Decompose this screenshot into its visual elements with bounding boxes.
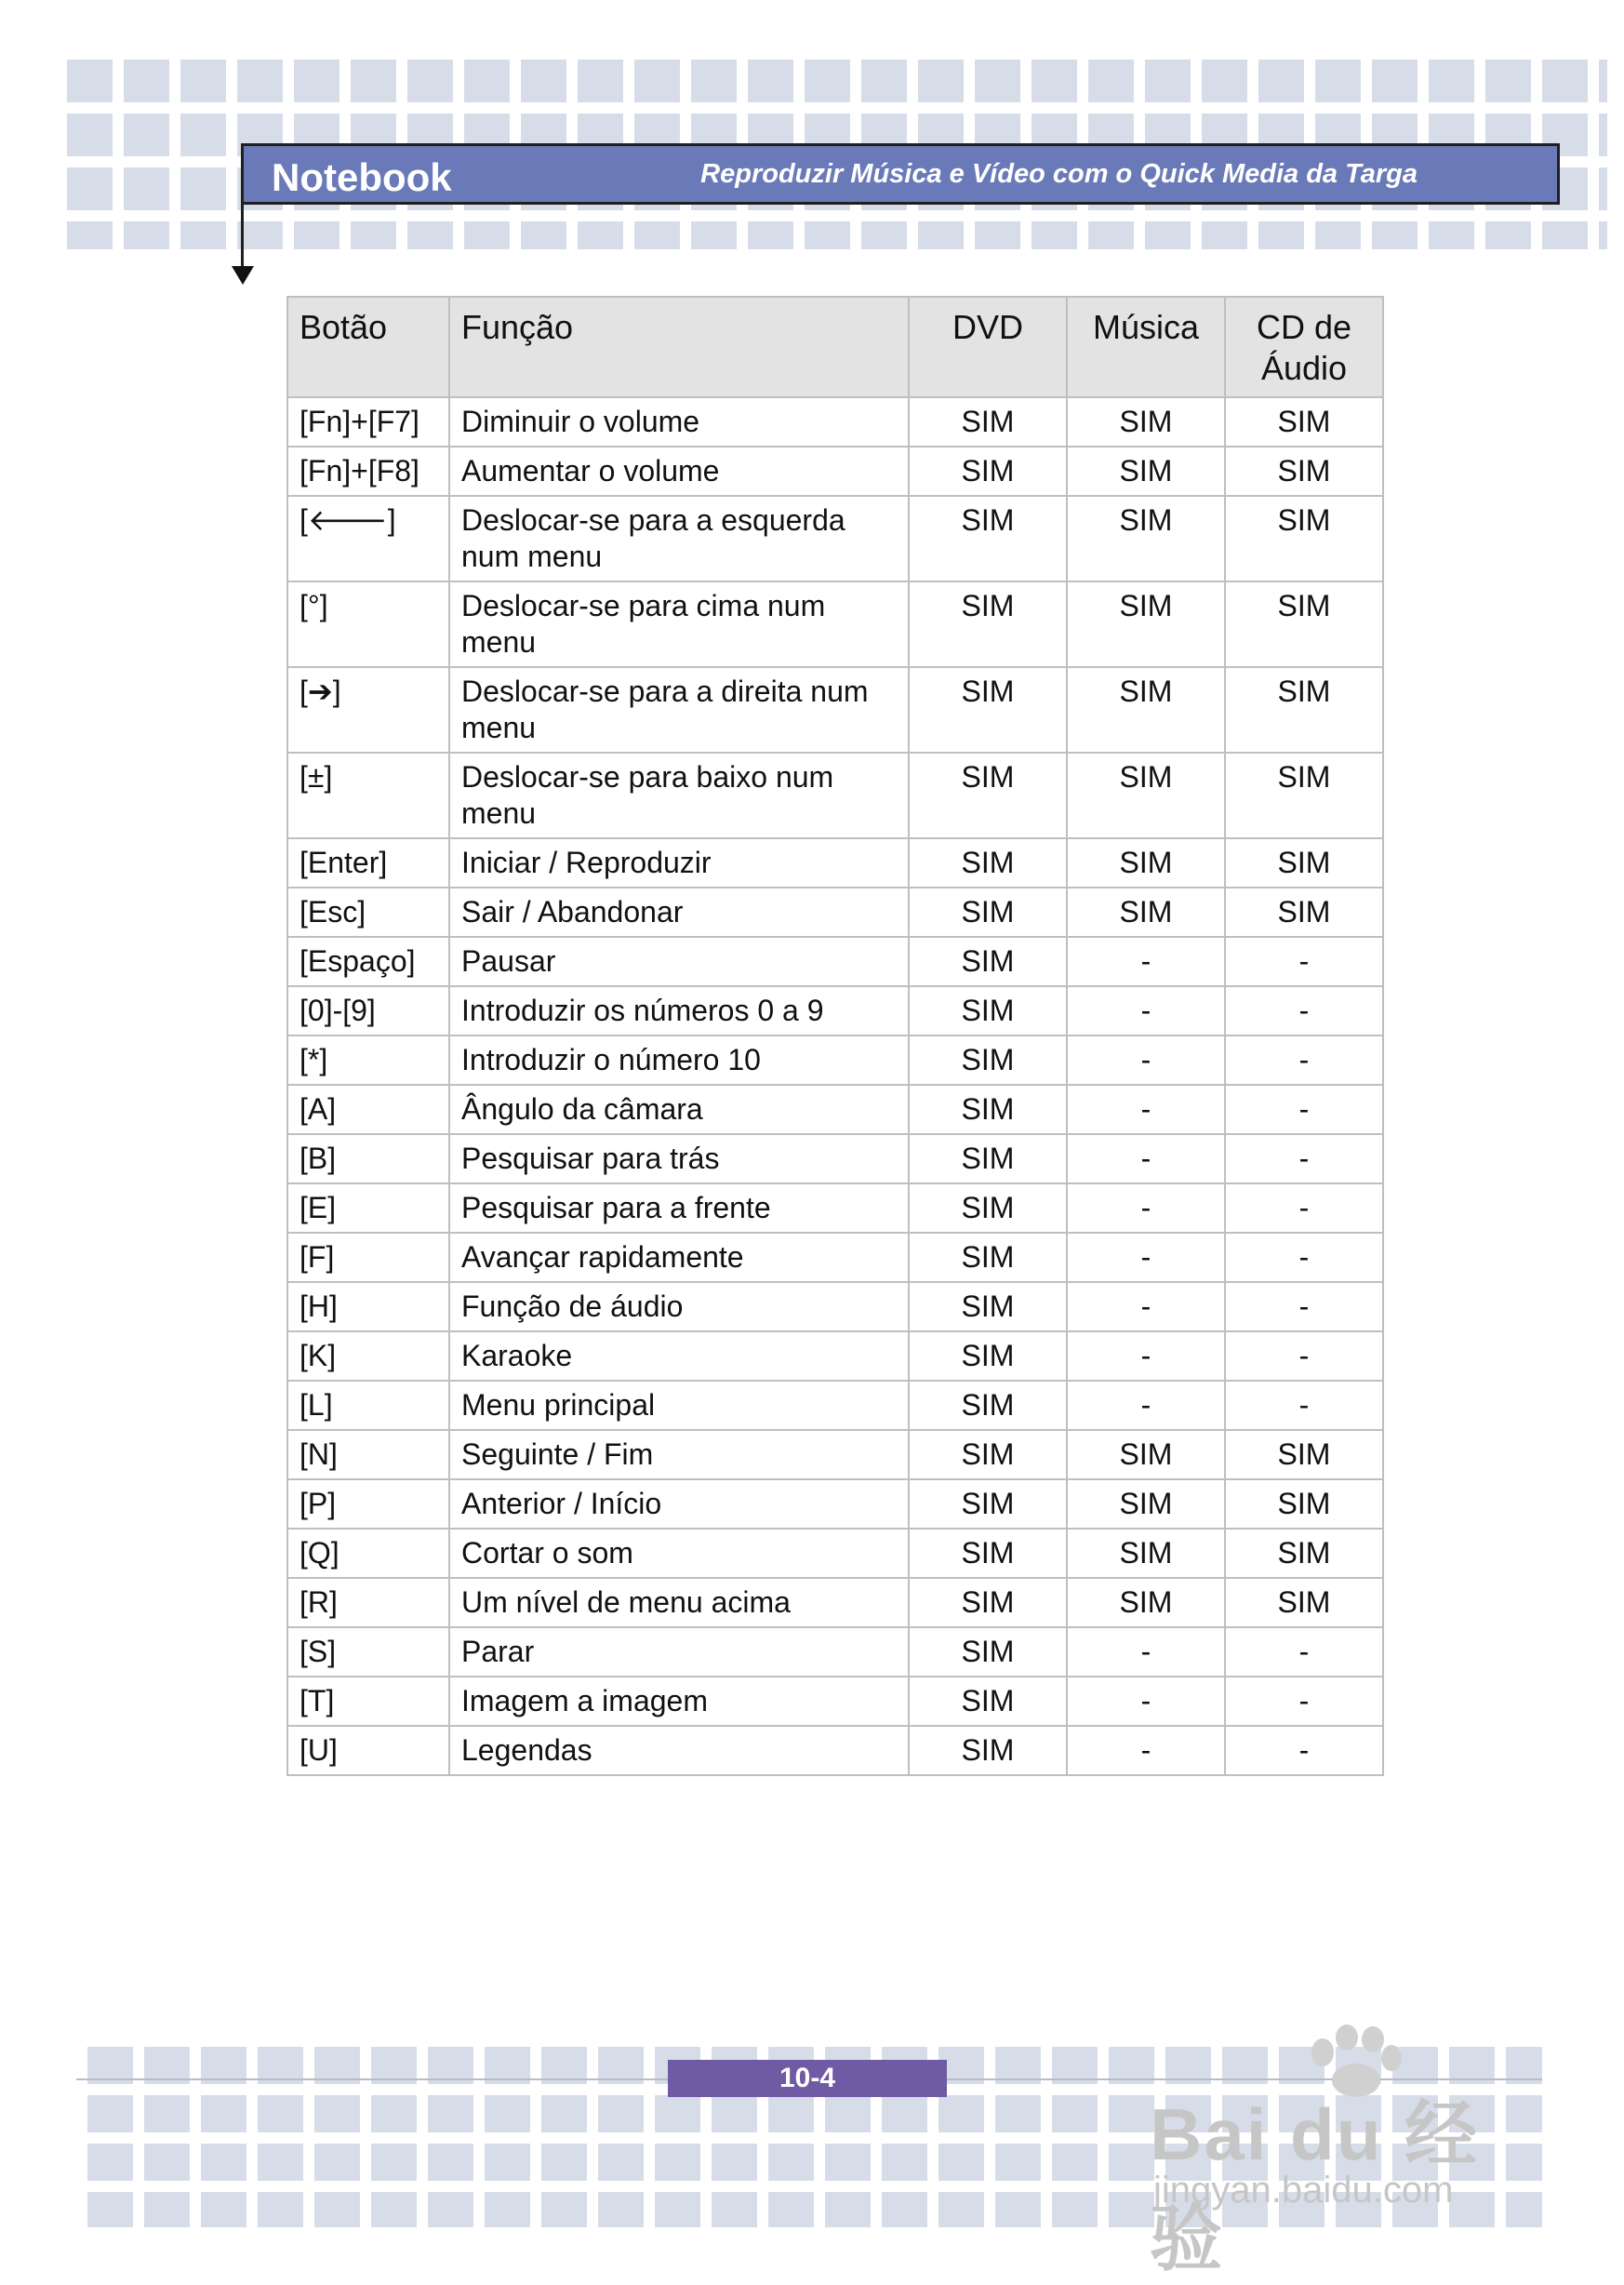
cell-funcao: Karaoke: [449, 1331, 909, 1381]
cell-dvd: SIM: [909, 667, 1067, 753]
cell-musica: -: [1067, 1627, 1225, 1677]
table-row: [287, 1134, 1383, 1183]
cell-funcao: Introduzir os números 0 a 9: [449, 986, 909, 1036]
cell-botao: [E]: [287, 1183, 449, 1233]
cell-botao: [P]: [287, 1479, 449, 1529]
cell-dvd: SIM: [909, 1578, 1067, 1627]
cell-funcao: Menu principal: [449, 1381, 909, 1430]
cell-musica: -: [1067, 1233, 1225, 1282]
table-row: [287, 1479, 1383, 1529]
cell-botao: [B]: [287, 1134, 449, 1183]
header-connector-line: [241, 203, 244, 268]
cell-cd-audio: -: [1225, 1233, 1383, 1282]
column-header-dvd: DVD: [909, 297, 1067, 397]
cell-funcao: Iniciar / Reproduzir: [449, 838, 909, 888]
cell-funcao: Introduzir o número 10: [449, 1036, 909, 1085]
cell-botao: [N]: [287, 1430, 449, 1479]
cell-musica: -: [1067, 1381, 1225, 1430]
cell-musica: SIM: [1067, 753, 1225, 838]
cell-botao: [Esc]: [287, 888, 449, 937]
cell-cd-audio: -: [1225, 1627, 1383, 1677]
cell-cd-audio: SIM: [1225, 447, 1383, 496]
cell-funcao: Avançar rapidamente: [449, 1233, 909, 1282]
cell-dvd: SIM: [909, 1479, 1067, 1529]
cell-dvd: SIM: [909, 838, 1067, 888]
cell-botao: [Fn]+[F7]: [287, 397, 449, 447]
cell-funcao: Pesquisar para trás: [449, 1134, 909, 1183]
cell-cd-audio: -: [1225, 986, 1383, 1036]
cell-botao: [U]: [287, 1726, 449, 1775]
cell-cd-audio: -: [1225, 1282, 1383, 1331]
cell-cd-audio: SIM: [1225, 888, 1383, 937]
cell-funcao: Pesquisar para a frente: [449, 1183, 909, 1233]
cell-botao: [➔]: [287, 667, 449, 753]
cell-funcao: Parar: [449, 1627, 909, 1677]
cell-dvd: SIM: [909, 888, 1067, 937]
header-brand: Notebook: [272, 155, 452, 199]
key-function-table: [286, 296, 1384, 1776]
cell-funcao: Diminuir o volume: [449, 397, 909, 447]
cell-funcao: Seguinte / Fim: [449, 1430, 909, 1479]
cell-cd-audio: SIM: [1225, 1578, 1383, 1627]
cell-dvd: SIM: [909, 1085, 1067, 1134]
table-row: [287, 1036, 1383, 1085]
cell-musica: SIM: [1067, 496, 1225, 581]
cell-funcao: Função de áudio: [449, 1282, 909, 1331]
cell-botao: [K]: [287, 1331, 449, 1381]
cell-cd-audio: -: [1225, 1677, 1383, 1726]
cell-cd-audio: -: [1225, 1036, 1383, 1085]
cell-musica: -: [1067, 937, 1225, 986]
page-number: 10-4: [668, 2060, 947, 2097]
table-row: [287, 1529, 1383, 1578]
cell-musica: -: [1067, 1331, 1225, 1381]
cell-cd-audio: -: [1225, 1726, 1383, 1775]
cell-dvd: SIM: [909, 1726, 1067, 1775]
cell-dvd: SIM: [909, 447, 1067, 496]
table-row: [287, 1331, 1383, 1381]
cell-musica: -: [1067, 1134, 1225, 1183]
cell-cd-audio: -: [1225, 1134, 1383, 1183]
table-row: [287, 1085, 1383, 1134]
cell-dvd: SIM: [909, 496, 1067, 581]
table-row: [287, 838, 1383, 888]
page-header: [241, 143, 1560, 205]
cell-musica: SIM: [1067, 1578, 1225, 1627]
cell-botao: [0]-[9]: [287, 986, 449, 1036]
cell-funcao: Aumentar o volume: [449, 447, 909, 496]
table-body: [287, 397, 1383, 1775]
table-row: [287, 1183, 1383, 1233]
cell-botao: [T]: [287, 1677, 449, 1726]
cell-botao: [R]: [287, 1578, 449, 1627]
table-row: [287, 1578, 1383, 1627]
table-row: [287, 1677, 1383, 1726]
cell-dvd: SIM: [909, 986, 1067, 1036]
cell-botao: [Q]: [287, 1529, 449, 1578]
cell-dvd: SIM: [909, 1282, 1067, 1331]
cell-funcao: Cortar o som: [449, 1529, 909, 1578]
cell-funcao: Um nível de menu acima: [449, 1578, 909, 1627]
cell-botao: [L]: [287, 1381, 449, 1430]
cell-funcao: Ângulo da câmara: [449, 1085, 909, 1134]
table-row: [287, 667, 1383, 753]
table-row: [287, 581, 1383, 667]
cell-musica: -: [1067, 1036, 1225, 1085]
cell-musica: -: [1067, 1085, 1225, 1134]
cell-musica: SIM: [1067, 447, 1225, 496]
cell-funcao: Deslocar-se para a esquerda num menu: [449, 496, 909, 581]
cell-cd-audio: -: [1225, 1381, 1383, 1430]
cell-cd-audio: SIM: [1225, 397, 1383, 447]
cell-cd-audio: SIM: [1225, 1529, 1383, 1578]
header-title: Reproduzir Música e Vídeo com o Quick Media da Targa: [700, 159, 1418, 189]
table-row: [287, 986, 1383, 1036]
cell-musica: -: [1067, 1282, 1225, 1331]
cell-dvd: SIM: [909, 1677, 1067, 1726]
cell-musica: SIM: [1067, 1479, 1225, 1529]
cell-dvd: SIM: [909, 1430, 1067, 1479]
cell-musica: SIM: [1067, 838, 1225, 888]
table-row: [287, 1726, 1383, 1775]
cell-funcao: Deslocar-se para a direita num menu: [449, 667, 909, 753]
table-row: [287, 496, 1383, 581]
cell-botao: [H]: [287, 1282, 449, 1331]
cell-dvd: SIM: [909, 1529, 1067, 1578]
cell-botao: [🡐]: [287, 496, 449, 581]
cell-dvd: SIM: [909, 1134, 1067, 1183]
cell-dvd: SIM: [909, 1331, 1067, 1381]
cell-musica: SIM: [1067, 581, 1225, 667]
cell-cd-audio: SIM: [1225, 581, 1383, 667]
cell-cd-audio: SIM: [1225, 667, 1383, 753]
cell-musica: SIM: [1067, 667, 1225, 753]
cell-botao: [S]: [287, 1627, 449, 1677]
cell-funcao: Imagem a imagem: [449, 1677, 909, 1726]
column-header-musica: Música: [1067, 297, 1225, 397]
cell-funcao: Deslocar-se para cima num menu: [449, 581, 909, 667]
cell-cd-audio: SIM: [1225, 1479, 1383, 1529]
cell-cd-audio: -: [1225, 1183, 1383, 1233]
cell-cd-audio: -: [1225, 1085, 1383, 1134]
table-row: [287, 888, 1383, 937]
table-row: [287, 447, 1383, 496]
cell-musica: -: [1067, 986, 1225, 1036]
table-row: [287, 1381, 1383, 1430]
cell-musica: SIM: [1067, 1430, 1225, 1479]
cell-cd-audio: -: [1225, 1331, 1383, 1381]
cell-cd-audio: SIM: [1225, 496, 1383, 581]
table-row: [287, 753, 1383, 838]
cell-funcao: Anterior / Início: [449, 1479, 909, 1529]
cell-musica: SIM: [1067, 888, 1225, 937]
cell-dvd: SIM: [909, 1036, 1067, 1085]
table-header-row: [287, 297, 1383, 397]
table-row: [287, 937, 1383, 986]
cell-cd-audio: SIM: [1225, 1430, 1383, 1479]
cell-musica: SIM: [1067, 1529, 1225, 1578]
cell-dvd: SIM: [909, 1233, 1067, 1282]
watermark-logo: Bai du 经验: [1150, 2093, 1480, 2279]
table-row: [287, 397, 1383, 447]
table-row: [287, 1627, 1383, 1677]
table-row: [287, 1233, 1383, 1282]
cell-musica: -: [1067, 1183, 1225, 1233]
watermark: [1150, 2077, 1531, 2279]
table-row: [287, 1430, 1383, 1479]
cell-dvd: SIM: [909, 1183, 1067, 1233]
cell-botao: [F]: [287, 1233, 449, 1282]
cell-dvd: SIM: [909, 1627, 1067, 1677]
cell-dvd: SIM: [909, 1381, 1067, 1430]
cell-dvd: SIM: [909, 753, 1067, 838]
arrow-down-icon: [232, 266, 254, 285]
cell-cd-audio: SIM: [1225, 753, 1383, 838]
cell-funcao: Deslocar-se para baixo num menu: [449, 753, 909, 838]
cell-botao: [Fn]+[F8]: [287, 447, 449, 496]
cell-cd-audio: SIM: [1225, 838, 1383, 888]
table-row: [287, 1282, 1383, 1331]
cell-botao: [°]: [287, 581, 449, 667]
cell-botao: [*]: [287, 1036, 449, 1085]
cell-funcao: Sair / Abandonar: [449, 888, 909, 937]
cell-dvd: SIM: [909, 937, 1067, 986]
cell-botao: [±]: [287, 753, 449, 838]
cell-musica: SIM: [1067, 397, 1225, 447]
cell-botao: [Espaço]: [287, 937, 449, 986]
cell-botao: [A]: [287, 1085, 449, 1134]
cell-musica: -: [1067, 1677, 1225, 1726]
column-header-funcao: Função: [449, 297, 909, 397]
watermark-url: jingyan.baidu.com: [1153, 2170, 1454, 2211]
cell-funcao: Pausar: [449, 937, 909, 986]
cell-funcao: Legendas: [449, 1726, 909, 1775]
cell-musica: -: [1067, 1726, 1225, 1775]
cell-cd-audio: -: [1225, 937, 1383, 986]
cell-dvd: SIM: [909, 581, 1067, 667]
column-header-cd-audio: CD de Áudio: [1225, 297, 1383, 397]
cell-botao: [Enter]: [287, 838, 449, 888]
column-header-botao: Botão: [287, 297, 449, 397]
cell-dvd: SIM: [909, 397, 1067, 447]
